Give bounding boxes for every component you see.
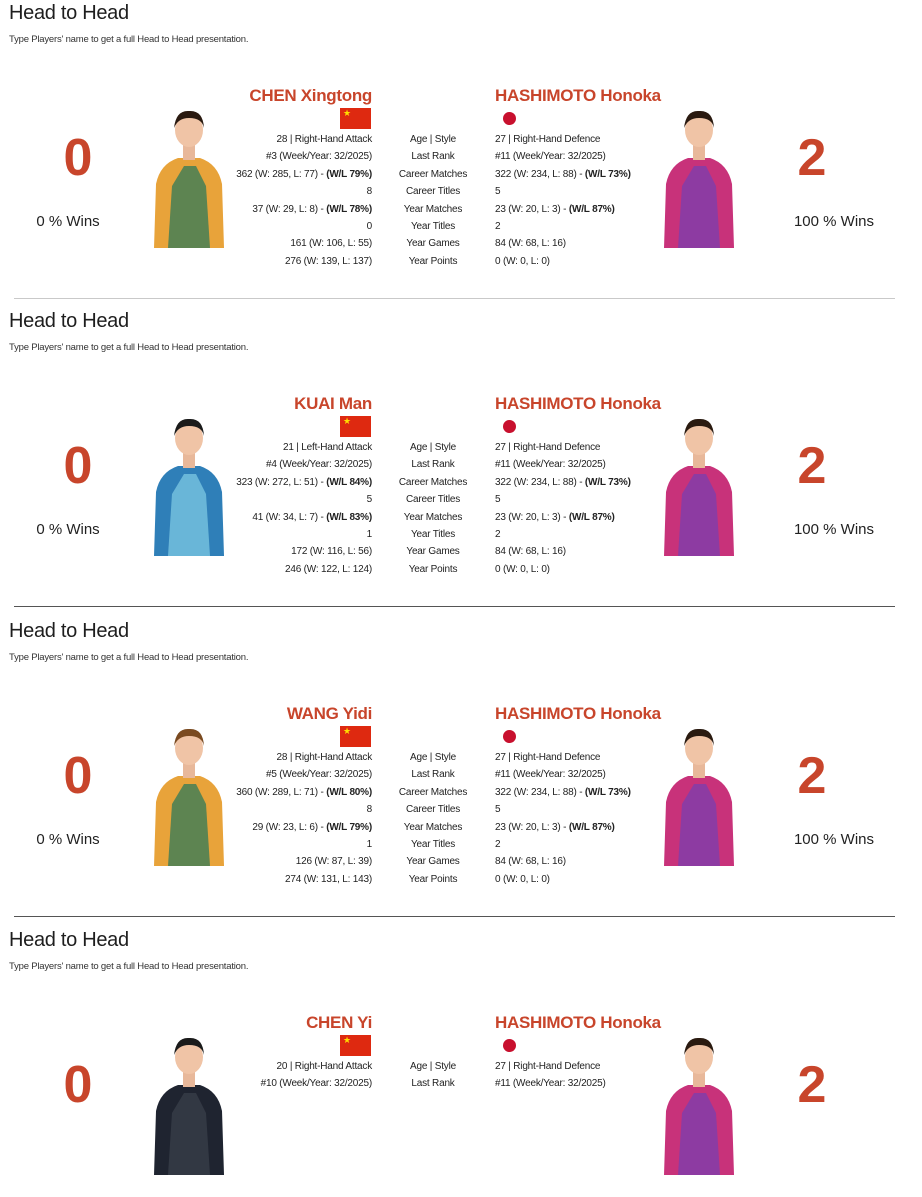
right-player-win-percent: 100 % Wins — [793, 213, 875, 230]
stat-label: Last Rank — [411, 151, 455, 163]
right-stat-value: 5 — [495, 186, 501, 198]
left-player-photo[interactable] — [150, 724, 228, 866]
right-player-score: 2 — [797, 1056, 827, 1114]
stat-label: Last Rank — [411, 459, 455, 471]
right-player-name[interactable]: HASHIMOTO Honoka — [495, 1013, 661, 1032]
left-stat-value: 8 — [366, 186, 372, 198]
left-stat-value — [261, 1110, 372, 1127]
left-stat-value: 5 — [366, 494, 372, 506]
stat-label: Year Titles — [410, 528, 456, 540]
stat-label: Year Matches — [403, 821, 463, 833]
stat-label: Year Games — [406, 238, 460, 250]
left-player-score: 0 — [63, 747, 93, 805]
right-stat-value: 322 (W: 234, L: 88) - (W/L 73%) — [495, 168, 631, 180]
right-player-name[interactable]: HASHIMOTO Honoka — [495, 394, 661, 413]
player-silhouette-icon — [150, 1033, 228, 1175]
left-stat-value: 21 | Left-Hand Attack — [282, 442, 372, 453]
player-silhouette-icon — [150, 414, 228, 556]
left-stat-value: 1 — [366, 838, 372, 850]
right-stat-value — [495, 1162, 606, 1179]
right-stat-value — [495, 1145, 606, 1162]
left-player-score: 0 — [63, 1056, 93, 1114]
right-player-photo[interactable] — [660, 1033, 738, 1175]
left-stat-value: #4 (Week/Year: 32/2025) — [265, 459, 372, 471]
stat-labels — [392, 439, 474, 578]
right-player-win-percent: 100 % Wins — [793, 521, 875, 538]
stat-label: Year Games — [406, 856, 460, 868]
left-stat-value: 41 (W: 34, L: 7) - (W/L 83%) — [252, 511, 372, 523]
stat-label: Year Points — [408, 873, 458, 885]
stat-label: Last Rank — [411, 769, 455, 781]
stat-label: Last Rank — [411, 1078, 455, 1090]
left-stat-value: 161 (W: 106, L: 55) — [290, 238, 372, 250]
left-stat-value: 323 (W: 272, L: 51) - (W/L 84%) — [236, 476, 372, 488]
section-title: Head to Head — [9, 929, 129, 951]
player-silhouette-icon — [150, 106, 228, 248]
stat-label: Career Titles — [405, 186, 461, 198]
left-stat-value — [261, 1145, 372, 1162]
left-stat-value: 274 (W: 131, L: 143) — [285, 873, 372, 885]
section-divider — [14, 606, 895, 607]
section-title: Head to Head — [9, 620, 129, 642]
left-stat-value: 29 (W: 23, L: 6) - (W/L 79%) — [252, 821, 372, 833]
left-player-stats — [236, 749, 372, 888]
left-stat-value: 1 — [366, 528, 372, 540]
china-flag-icon: ★ — [340, 1035, 371, 1056]
right-stat-value: 84 (W: 68, L: 16) — [495, 238, 566, 250]
stat-label — [392, 1162, 474, 1179]
left-stat-value — [261, 1093, 372, 1110]
stat-label: Career Titles — [405, 804, 461, 816]
stat-label: Year Matches — [403, 511, 463, 523]
stat-label — [392, 1093, 474, 1110]
right-stat-value: 23 (W: 20, L: 3) - (W/L 87%) — [495, 203, 615, 215]
section-subtitle: Type Players' name to get a full Head to Head presentation. — [9, 961, 249, 972]
section-title: Head to Head — [9, 2, 129, 24]
china-flag-icon: ★ — [340, 108, 371, 129]
right-stat-value: 84 (W: 68, L: 16) — [495, 546, 566, 558]
left-stat-value: #10 (Week/Year: 32/2025) — [260, 1078, 372, 1090]
right-player-stats — [495, 439, 631, 578]
right-stat-value: 322 (W: 234, L: 88) - (W/L 73%) — [495, 786, 631, 798]
left-player-win-percent: 0 % Wins — [36, 521, 100, 538]
left-stat-value — [261, 1162, 372, 1179]
section-subtitle: Type Players' name to get a full Head to Head presentation. — [9, 652, 249, 663]
player-silhouette-icon — [660, 106, 738, 248]
right-stat-value — [495, 1093, 606, 1110]
japan-flag-icon — [503, 730, 516, 743]
left-player-name[interactable]: WANG Yidi — [286, 704, 372, 723]
section-title: Head to Head — [9, 310, 129, 332]
left-player-name[interactable]: CHEN Yi — [306, 1013, 372, 1032]
right-stat-value: 27 | Right-Hand Defence — [495, 442, 601, 453]
stat-label: Year Games — [406, 546, 460, 558]
left-stat-value: 362 (W: 285, L: 77) - (W/L 79%) — [236, 168, 372, 180]
left-stat-value: 246 (W: 122, L: 124) — [285, 563, 372, 575]
stat-label: Career Matches — [398, 168, 468, 180]
stat-label: Age | Style — [410, 752, 456, 763]
left-stat-value: 20 | Right-Hand Attack — [276, 1061, 372, 1072]
player-silhouette-icon — [660, 724, 738, 866]
stat-label — [392, 1128, 474, 1145]
right-stat-value: #11 (Week/Year: 32/2025) — [495, 459, 606, 471]
right-stat-value: 23 (W: 20, L: 3) - (W/L 87%) — [495, 511, 615, 523]
right-player-win-percent: 100 % Wins — [793, 831, 875, 848]
right-stat-value: 2 — [495, 838, 501, 850]
left-player-stats — [236, 131, 372, 270]
right-stat-value — [495, 1180, 606, 1197]
right-stat-value: 0 (W: 0, L: 0) — [495, 255, 550, 267]
right-stat-value: 322 (W: 234, L: 88) - (W/L 73%) — [495, 476, 631, 488]
player-silhouette-icon — [660, 414, 738, 556]
right-player-name[interactable]: HASHIMOTO Honoka — [495, 86, 661, 105]
left-stat-value: 8 — [366, 804, 372, 816]
left-stat-value: #5 (Week/Year: 32/2025) — [265, 769, 372, 781]
right-stat-value — [495, 1110, 606, 1127]
player-silhouette-icon — [660, 1033, 738, 1175]
left-player-name[interactable]: KUAI Man — [294, 394, 372, 413]
china-flag-icon: ★ — [340, 726, 371, 747]
left-player-photo[interactable] — [150, 106, 228, 248]
right-stat-value: 27 | Right-Hand Defence — [495, 1061, 601, 1072]
china-flag-icon: ★ — [340, 416, 371, 437]
left-stat-value: 28 | Right-Hand Attack — [276, 752, 372, 763]
stat-labels — [392, 131, 474, 270]
section-subtitle: Type Players' name to get a full Head to Head presentation. — [9, 34, 249, 45]
right-stat-value: 84 (W: 68, L: 16) — [495, 856, 566, 868]
stat-labels — [392, 749, 474, 888]
left-stat-value: 126 (W: 87, L: 39) — [295, 856, 372, 868]
right-stat-value: 27 | Right-Hand Defence — [495, 752, 601, 763]
left-player-stats — [261, 1058, 372, 1197]
left-stat-value: 360 (W: 289, L: 71) - (W/L 80%) — [236, 786, 372, 798]
right-player-photo[interactable] — [660, 414, 738, 556]
right-player-photo[interactable] — [660, 106, 738, 248]
left-player-photo[interactable] — [150, 414, 228, 556]
left-player-photo[interactable] — [150, 1033, 228, 1175]
stat-label — [392, 1180, 474, 1197]
right-stat-value: #11 (Week/Year: 32/2025) — [495, 151, 606, 163]
section-subtitle: Type Players' name to get a full Head to Head presentation. — [9, 342, 249, 353]
left-stat-value — [261, 1128, 372, 1145]
stat-label: Age | Style — [410, 442, 456, 453]
section-divider — [14, 298, 895, 299]
right-stat-value: 2 — [495, 220, 501, 232]
stat-label: Year Titles — [410, 220, 456, 232]
right-stat-value — [495, 1128, 606, 1145]
right-stat-value: 0 (W: 0, L: 0) — [495, 563, 550, 575]
stat-label: Age | Style — [410, 1061, 456, 1072]
stat-label: Career Matches — [398, 476, 468, 488]
right-player-name[interactable]: HASHIMOTO Honoka — [495, 704, 661, 723]
japan-flag-icon — [503, 112, 516, 125]
stat-label — [392, 1145, 474, 1162]
stat-label: Year Titles — [410, 838, 456, 850]
stat-label: Year Points — [408, 563, 458, 575]
left-player-stats — [236, 439, 372, 578]
left-player-score: 0 — [63, 437, 93, 495]
right-player-score: 2 — [797, 747, 827, 805]
right-player-stats — [495, 131, 631, 270]
right-player-stats — [495, 1058, 606, 1197]
right-stat-value: 23 (W: 20, L: 3) - (W/L 87%) — [495, 821, 615, 833]
japan-flag-icon — [503, 420, 516, 433]
stat-label — [392, 1110, 474, 1127]
right-stat-value: #11 (Week/Year: 32/2025) — [495, 769, 606, 781]
right-stat-value: #11 (Week/Year: 32/2025) — [495, 1078, 606, 1090]
right-player-score: 2 — [797, 437, 827, 495]
stat-label: Year Matches — [403, 203, 463, 215]
right-stat-value: 5 — [495, 804, 501, 816]
left-player-win-percent: 0 % Wins — [36, 213, 100, 230]
right-stat-value: 0 (W: 0, L: 0) — [495, 873, 550, 885]
player-silhouette-icon — [150, 724, 228, 866]
stat-label: Career Matches — [398, 786, 468, 798]
left-stat-value: 28 | Right-Hand Attack — [276, 134, 372, 145]
stat-label: Career Titles — [405, 494, 461, 506]
stat-labels — [392, 1058, 474, 1197]
japan-flag-icon — [503, 1039, 516, 1052]
left-player-score: 0 — [63, 129, 93, 187]
left-stat-value: #3 (Week/Year: 32/2025) — [265, 151, 372, 163]
right-stat-value: 2 — [495, 528, 501, 540]
stat-label: Year Points — [408, 255, 458, 267]
right-player-photo[interactable] — [660, 724, 738, 866]
left-stat-value — [261, 1180, 372, 1197]
left-stat-value: 0 — [366, 220, 372, 232]
left-player-win-percent: 0 % Wins — [36, 831, 100, 848]
right-player-stats — [495, 749, 631, 888]
left-stat-value: 172 (W: 116, L: 56) — [291, 546, 372, 558]
left-stat-value: 276 (W: 139, L: 137) — [285, 255, 372, 267]
section-divider — [14, 916, 895, 917]
right-player-score: 2 — [797, 129, 827, 187]
left-player-name[interactable]: CHEN Xingtong — [249, 86, 372, 105]
left-stat-value: 37 (W: 29, L: 8) - (W/L 78%) — [252, 203, 372, 215]
right-stat-value: 5 — [495, 494, 501, 506]
right-stat-value: 27 | Right-Hand Defence — [495, 134, 601, 145]
stat-label: Age | Style — [410, 134, 456, 145]
